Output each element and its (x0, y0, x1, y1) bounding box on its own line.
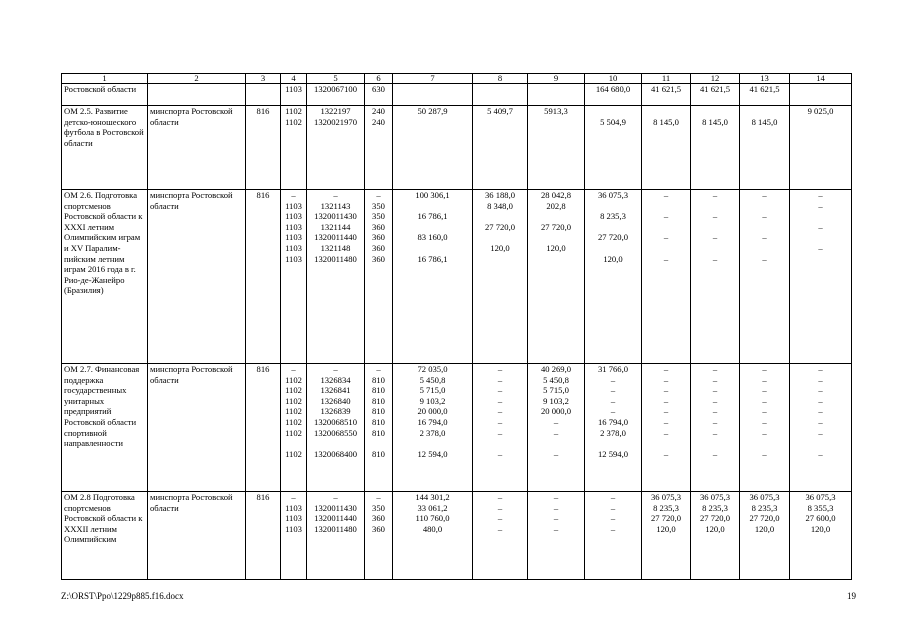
table-cell: – – – – – – – – (740, 364, 790, 492)
table-cell: 41 621,5 (642, 84, 691, 106)
table-cell: минспорта Ростовской области (148, 106, 246, 190)
table-cell: 36 188,0 8 348,0 27 720,0 120,0 (473, 190, 528, 364)
table-cell: 28 042,8 202,8 27 720,0 120,0 (528, 190, 585, 364)
header-cell: 4 (281, 74, 307, 84)
table-cell: 41 621,5 (691, 84, 740, 106)
table-cell: 41 621,5 (740, 84, 790, 106)
table-cell: 100 306,1 16 786,1 83 160,0 16 786,1 (393, 190, 473, 364)
table-cell: – 1102 1102 1102 1102 1102 1102 1102 (281, 364, 307, 492)
table-cell: 36 075,3 8 235,3 27 720,0 120,0 (740, 492, 790, 580)
table-cell: – – – – (790, 190, 852, 364)
header-cell: 11 (642, 74, 691, 84)
table-cell: ОМ 2.8 Подготовка спортсменов Ростовской области к XXXII летним Олимпийским (62, 492, 148, 580)
table-cell: 816 (246, 106, 281, 190)
table-cell: – – – – – – – – (691, 364, 740, 492)
table-cell (246, 84, 281, 106)
table-cell: 1102 1102 (281, 106, 307, 190)
table-cell: – 350 350 360 360 360 360 (365, 190, 393, 364)
table-row (62, 190, 852, 364)
header-cell: 2 (148, 74, 246, 84)
header-cell: 14 (790, 74, 852, 84)
table-cell: 36 075,3 8 235,3 27 720,0 120,0 (691, 492, 740, 580)
table-cell: – 1103 1103 1103 (281, 492, 307, 580)
table-cell: – – – – (691, 190, 740, 364)
table-cell (473, 84, 528, 106)
table-cell: 36 075,3 8 235,3 27 720,0 120,0 (642, 492, 691, 580)
table-row (62, 492, 852, 580)
table-cell: 816 (246, 492, 281, 580)
table-cell: 8 145,0 (691, 106, 740, 190)
table-cell: 144 301,2 33 061,2 110 760,0 480,0 (393, 492, 473, 580)
table-cell: 72 035,0 5 450,8 5 715,0 9 103,2 20 000,0 16 794,0 2 378,0 12 594,0 (393, 364, 473, 492)
page-number: 19 (847, 591, 856, 601)
file-path: Z:\ORST\Ppo\1229p885.f16.docx (61, 591, 184, 601)
budget-table (61, 73, 852, 580)
header-cell: 6 (365, 74, 393, 84)
table-cell: 5913,3 (528, 106, 585, 190)
table-cell: – – – – (642, 190, 691, 364)
table-cell: 5 409,7 (473, 106, 528, 190)
header-cell: 5 (307, 74, 365, 84)
table-cell (148, 84, 246, 106)
table-cell: 240 240 (365, 106, 393, 190)
header-cell: 13 (740, 74, 790, 84)
header-cell: 7 (393, 74, 473, 84)
table-cell: 5 504,9 (585, 106, 642, 190)
table-cell: – 1321143 1320011430 1321144 1320011440 1321148 1320011480 (307, 190, 365, 364)
table-cell: – – – – (528, 492, 585, 580)
header-row (62, 74, 852, 84)
table-cell: – 350 360 360 (365, 492, 393, 580)
table-cell: 31 766,0 – – – – 16 794,0 2 378,0 12 594,0 (585, 364, 642, 492)
table-cell: – 810 810 810 810 810 810 810 (365, 364, 393, 492)
table-cell: 8 145,0 (740, 106, 790, 190)
table-cell: – – – – – – – – (642, 364, 691, 492)
table-cell (528, 84, 585, 106)
table-row (62, 364, 852, 492)
table-cell: Ростовской области (62, 84, 148, 106)
header-cell: 10 (585, 74, 642, 84)
table-cell: – – – – (585, 492, 642, 580)
table-cell: минспорта Ростовской области (148, 492, 246, 580)
table-row (62, 84, 852, 106)
header-cell: 8 (473, 74, 528, 84)
table-cell: 9 025,0 (790, 106, 852, 190)
table-cell: 816 (246, 364, 281, 492)
table-row (62, 106, 852, 190)
table-cell (790, 84, 852, 106)
table-cell: – – – – (473, 492, 528, 580)
table-cell: 816 (246, 190, 281, 364)
table-cell: – – – – – – – – (790, 364, 852, 492)
header-cell: 1 (62, 74, 148, 84)
table-cell: ОМ 2.7. Финансовая поддержка государственных унитарных предприятий Ростовской области спортивной направленности (62, 364, 148, 492)
table-cell: 8 145,0 (642, 106, 691, 190)
table-cell: – 1320011430 1320011440 1320011480 (307, 492, 365, 580)
table-cell: минспорта Ростовской области (148, 364, 246, 492)
table-cell: 36 075,3 8 235,3 27 720,0 120,0 (585, 190, 642, 364)
table-cell (393, 84, 473, 106)
table-cell: 1103 (281, 84, 307, 106)
table-cell: – 1103 1103 1103 1103 1103 1103 (281, 190, 307, 364)
table-cell: ОМ 2.6. Подготовка спортсменов Ростовской области к XXXI летним Олимпийским играм и XV Паралим-пийским летним играм 2016 года в г. Рио-де-Жанейро (Бразилия) (62, 190, 148, 364)
header-cell: 12 (691, 74, 740, 84)
table-cell: 40 269,0 5 450,8 5 715,0 9 103,2 20 000,0 – – – (528, 364, 585, 492)
table-cell: – – – – (740, 190, 790, 364)
header-cell: 3 (246, 74, 281, 84)
table-cell: 164 680,0 (585, 84, 642, 106)
table-cell: 1320067100 (307, 84, 365, 106)
table-cell: – – – – – – – – (473, 364, 528, 492)
table-cell: 630 (365, 84, 393, 106)
table-cell: 36 075,3 8 355,3 27 600,0 120,0 (790, 492, 852, 580)
table-cell: – 1326834 1326841 1326840 1326839 1320068510 1320068550 1320068400 (307, 364, 365, 492)
table-cell: ОМ 2.5. Развитие детско-юношеского футбола в Ростовской области (62, 106, 148, 190)
table-cell: 50 287,9 (393, 106, 473, 190)
table-cell: минспорта Ростовской области (148, 190, 246, 364)
header-cell: 9 (528, 74, 585, 84)
table-cell: 1322197 1320021970 (307, 106, 365, 190)
